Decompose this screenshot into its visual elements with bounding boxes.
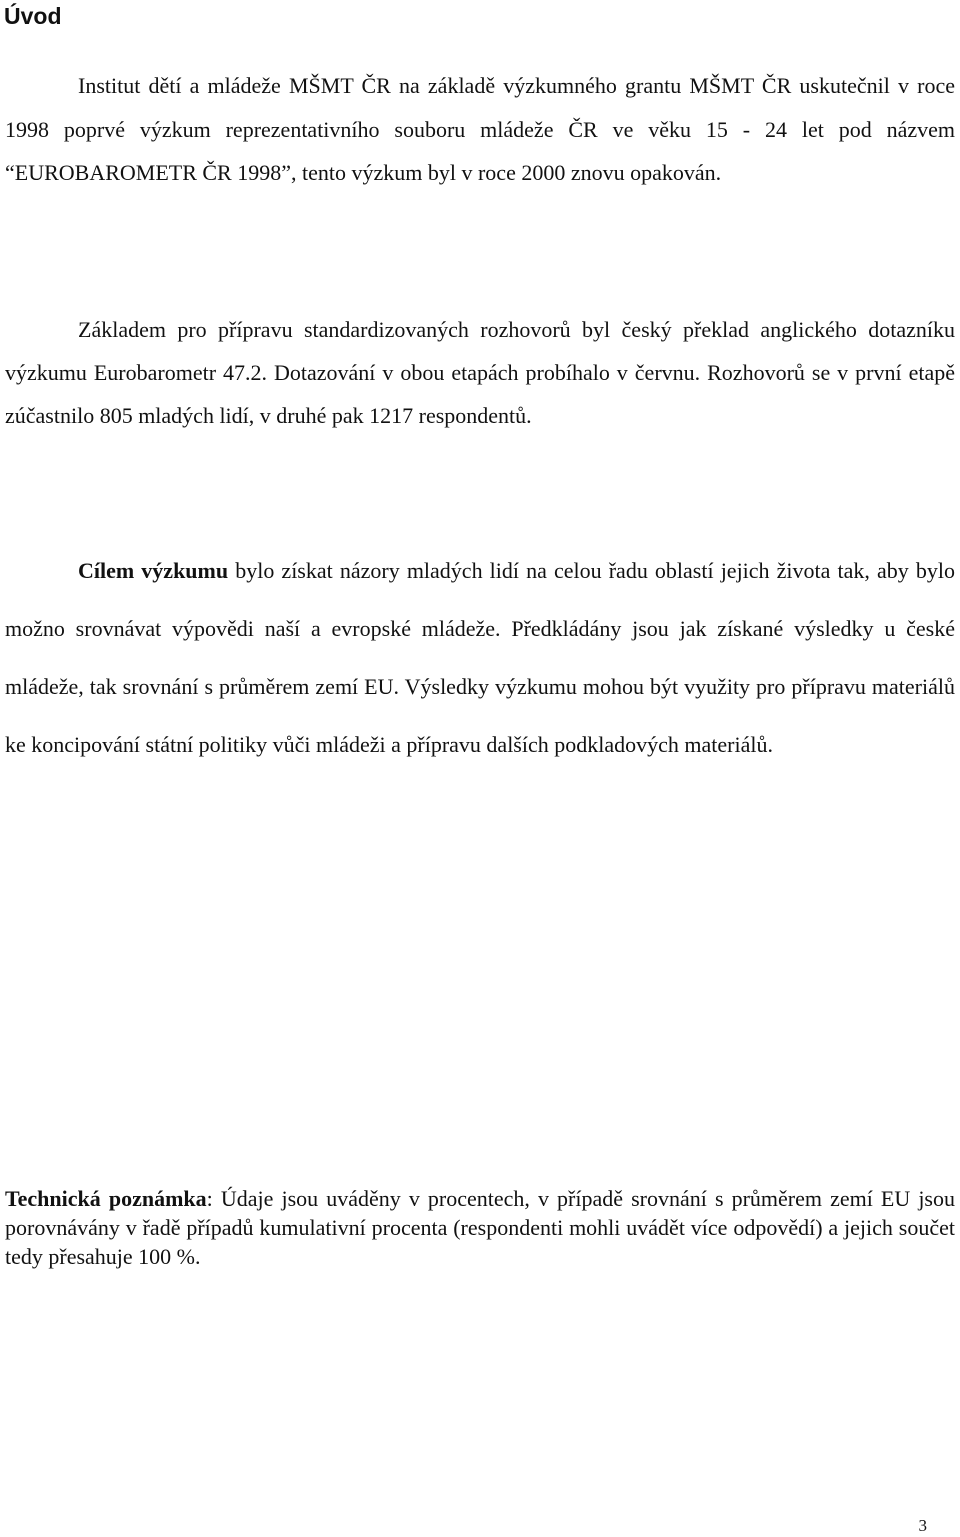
intro-paragraph xyxy=(5,64,955,195)
page-title: Úvod xyxy=(4,3,62,29)
basis-text: Základem pro přípravu standardizovaných rozhovorů byl český překlad anglického dotazníku výzkumu Eurobarometr 47.2. Dotazování v obou etapách probíhalo v červnu. Rozhovorů se v první etapě zúčastnilo 805 mladých lidí, v druhé pak 1217 respondentů. xyxy=(5,317,955,428)
goal-text: bylo získat názory mladých lidí na celou řadu oblastí jejich života tak, aby bylo možno srovnávat výpovědi naší a evropské mládeže. Předkládány jsou jak získané výsledky u české mládeže, tak srovnání s průměrem zemí EU. Výsledky výzkumu mohou být využity pro přípravu materiálů ke koncipování státní politiky vůči mládeži a přípravu dalších podkladových materiálů. xyxy=(5,558,955,757)
intro-text: Institut dětí a mládeže MŠMT ČR na základě výzkumného grantu MŠMT ČR uskutečnil v roce 1998 poprvé výzkum reprezentativního souboru mládeže ČR ve věku 15 - 24 let pod názvem “EUROBAROMETR ČR 1998”, tento výzkum byl v roce 2000 znovu opakován. xyxy=(5,73,955,185)
technical-note xyxy=(5,1184,955,1271)
technical-note-text: : Údaje jsou uváděny v procentech, v případě srovnání s průměrem zemí EU jsou porovnávány v řadě případů kumulativní procenta (respondenti mohli uvádět více odpovědí) a jejich součet tedy přesahuje 100 %. xyxy=(5,1186,955,1269)
basis-paragraph xyxy=(5,308,955,437)
goal-lead: Cílem výzkumu xyxy=(78,558,229,583)
goal-paragraph xyxy=(5,542,955,774)
page-number: 3 xyxy=(918,1516,927,1535)
technical-note-lead: Technická poznámka xyxy=(5,1186,207,1211)
